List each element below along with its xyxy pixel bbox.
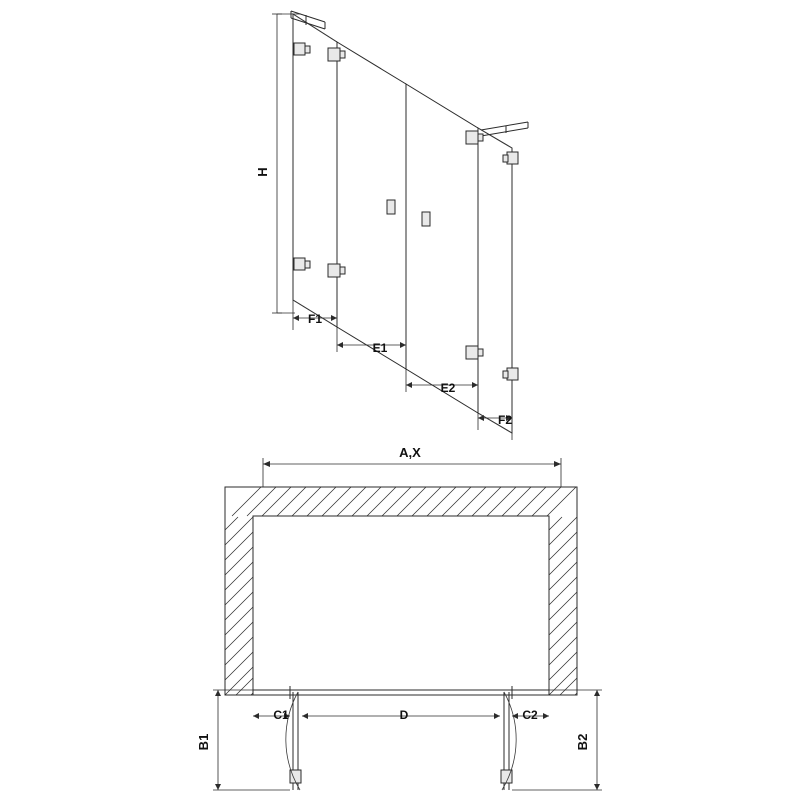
front-elevation-view	[255, 11, 528, 440]
label-c1: C1	[273, 708, 289, 722]
label-e1: E1	[372, 341, 388, 355]
handle-left	[387, 200, 395, 214]
label-f1: F1	[307, 312, 323, 326]
top-plan-view	[196, 445, 602, 790]
label-width-ax: A,X	[399, 445, 421, 460]
door-leaf-left	[286, 692, 301, 790]
wall-hatch-left	[225, 517, 253, 695]
dimension-ax	[263, 458, 561, 487]
wall-recess	[225, 487, 577, 695]
label-b1: B1	[196, 733, 211, 751]
panel-e1	[337, 42, 406, 369]
label-f2: F2	[497, 413, 513, 427]
dimension-b1	[213, 690, 290, 790]
door-leaf-right	[501, 692, 516, 790]
label-b2: B2	[575, 733, 590, 751]
wall-hatch-top	[232, 487, 576, 516]
label-e2: E2	[440, 381, 456, 395]
handle-right	[422, 212, 430, 226]
panel-f2	[478, 128, 512, 433]
label-c2: C2	[522, 708, 538, 722]
label-d: D	[399, 708, 409, 722]
label-height: H	[255, 167, 270, 177]
wall-hatch-right	[549, 517, 577, 695]
